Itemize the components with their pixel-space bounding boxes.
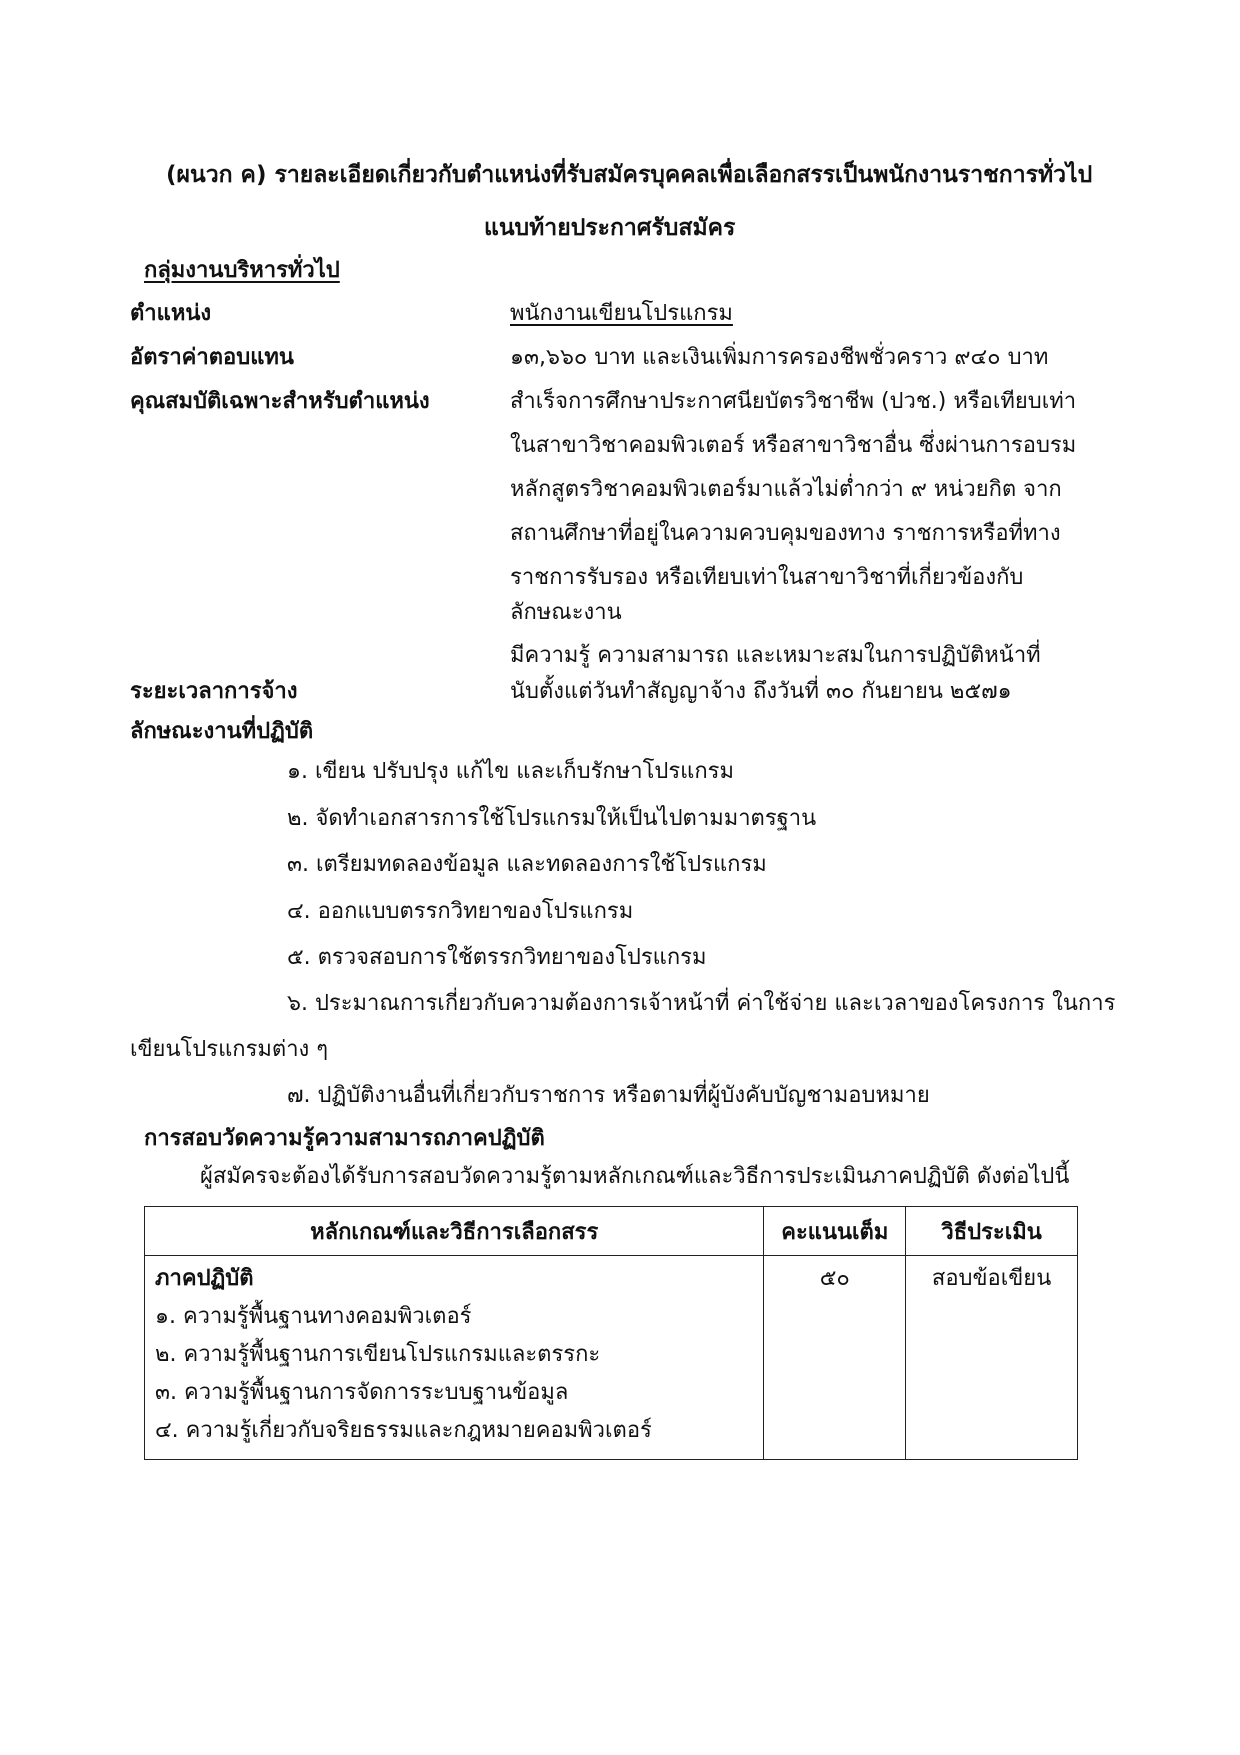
qualification-line: สถานศึกษาที่อยู่ในความควบคุมของทาง ราชการหรือที่ทาง xyxy=(510,521,1061,546)
column-header: วิธีประเมิน xyxy=(906,1207,1078,1256)
duty-item: ๕. ตรวจสอบการใช้ตรรกวิทยาของโปรแกรม xyxy=(287,945,707,970)
duty-item: ๔. ออกแบบตรรกวิทยาของโปรแกรม xyxy=(287,899,634,924)
position-value: พนักงานเขียนโปรแกรม xyxy=(510,301,733,326)
qualification-line: สำเร็จการศึกษาประกาศนียบัตรวิชาชีพ (ปวช.) หรือเทียบเท่า xyxy=(510,389,1077,414)
duty-item: ๖. ประมาณการเกี่ยวกับความต้องการเจ้าหน้าที่ ค่าใช้จ่าย และเวลาของโครงการ ในการ xyxy=(287,991,1116,1016)
duty-item: ๑. เขียน ปรับปรุง แก้ไข และเก็บรักษาโปรแกรม xyxy=(287,759,734,784)
employment-period-value: นับตั้งแต่วันทำสัญญาจ้าง ถึงวันที่ ๓๐ กันยายน ๒๕๗๑ xyxy=(510,679,1012,704)
duty-item: ๗. ปฏิบัติงานอื่นที่เกี่ยวกับราชการ หรือตามที่ผู้บังคับบัญชามอบหมาย xyxy=(287,1083,930,1108)
qualification-line: ลักษณะงาน xyxy=(510,600,622,625)
title-line-1: (ผนวก ค) รายละเอียดเกี่ยวกับตำแหน่งที่รับสมัครบุคคลเพื่อเลือกสรรเป็นพนักงานราชการทั่วไป xyxy=(166,162,1093,188)
employment-period-label: ระยะเวลาการจ้าง xyxy=(130,679,298,704)
qualification-line: ในสาขาวิชาคอมพิวเตอร์ หรือสาขาวิชาอื่น ซึ่งผ่านการอบรม xyxy=(510,433,1077,458)
table-row xyxy=(145,1256,1078,1460)
qualification-line: หลักสูตรวิชาคอมพิวเตอร์มาแล้วไม่ต่ำกว่า ๙ หน่วยกิต จาก xyxy=(510,477,1062,502)
score-cell xyxy=(764,1256,906,1460)
duty-item: ๒. จัดทำเอกสารการใช้โปรแกรมให้เป็นไปตามมาตรฐาน xyxy=(287,806,817,831)
qualification-line: ราชการรับรอง หรือเทียบเท่าในสาขาวิชาที่เกี่ยวข้องกับ xyxy=(510,565,1024,590)
duty-item: ๓. เตรียมทดลองข้อมูล และทดลองการใช้โปรแกรม xyxy=(287,852,767,877)
column-header: คะแนนเต็ม xyxy=(764,1207,906,1256)
evaluation-method: สอบข้อเขียน xyxy=(931,1266,1052,1291)
duties-label: ลักษณะงานที่ปฏิบัติ xyxy=(130,719,314,744)
title-line-2: แนบท้ายประกาศรับสมัคร xyxy=(484,215,736,241)
column-header: หลักเกณฑ์และวิธีการเลือกสรร xyxy=(145,1207,764,1256)
criteria-cell xyxy=(145,1256,764,1460)
method-cell xyxy=(906,1256,1078,1460)
full-score: ๕๐ xyxy=(819,1266,850,1291)
qualifications-label: คุณสมบัติเฉพาะสำหรับตำแหน่ง xyxy=(130,389,430,414)
group-heading: กลุ่มงานบริหารทั่วไป xyxy=(144,258,340,283)
criteria-table xyxy=(144,1206,1078,1460)
position-label: ตำแหน่ง xyxy=(130,301,212,326)
qualification-line: มีความรู้ ความสามารถ และเหมาะสมในการปฏิบัติหน้าที่ xyxy=(510,643,1041,668)
salary-label: อัตราค่าตอบแทน xyxy=(130,345,294,370)
criteria-item: ๓. ความรู้พื้นฐานการจัดการระบบฐานข้อมูล xyxy=(155,1380,569,1405)
duty-item: เขียนโปรแกรมต่าง ๆ xyxy=(130,1037,329,1062)
criteria-item: ๔. ความรู้เกี่ยวกับจริยธรรมและกฎหมายคอมพิวเตอร์ xyxy=(155,1418,652,1443)
table-header-row xyxy=(145,1207,1078,1256)
criteria-item: ๑. ความรู้พื้นฐานทางคอมพิวเตอร์ xyxy=(155,1304,472,1329)
salary-value: ๑๓,๖๖๐ บาท และเงินเพิ่มการครองชีพชั่วคราว ๙๔๐ บาท xyxy=(510,345,1049,370)
exam-heading: การสอบวัดความรู้ความสามารถภาคปฏิบัติ xyxy=(144,1126,545,1151)
exam-intro: ผู้สมัครจะต้องได้รับการสอบวัดความรู้ตามหลักเกณฑ์และวิธีการประเมินภาคปฏิบัติ ดังต่อไปนี้ xyxy=(200,1164,1070,1189)
criteria-item: ๒. ความรู้พื้นฐานการเขียนโปรแกรมและตรรกะ xyxy=(155,1342,601,1367)
section-title: ภาคปฏิบัติ xyxy=(155,1266,254,1291)
